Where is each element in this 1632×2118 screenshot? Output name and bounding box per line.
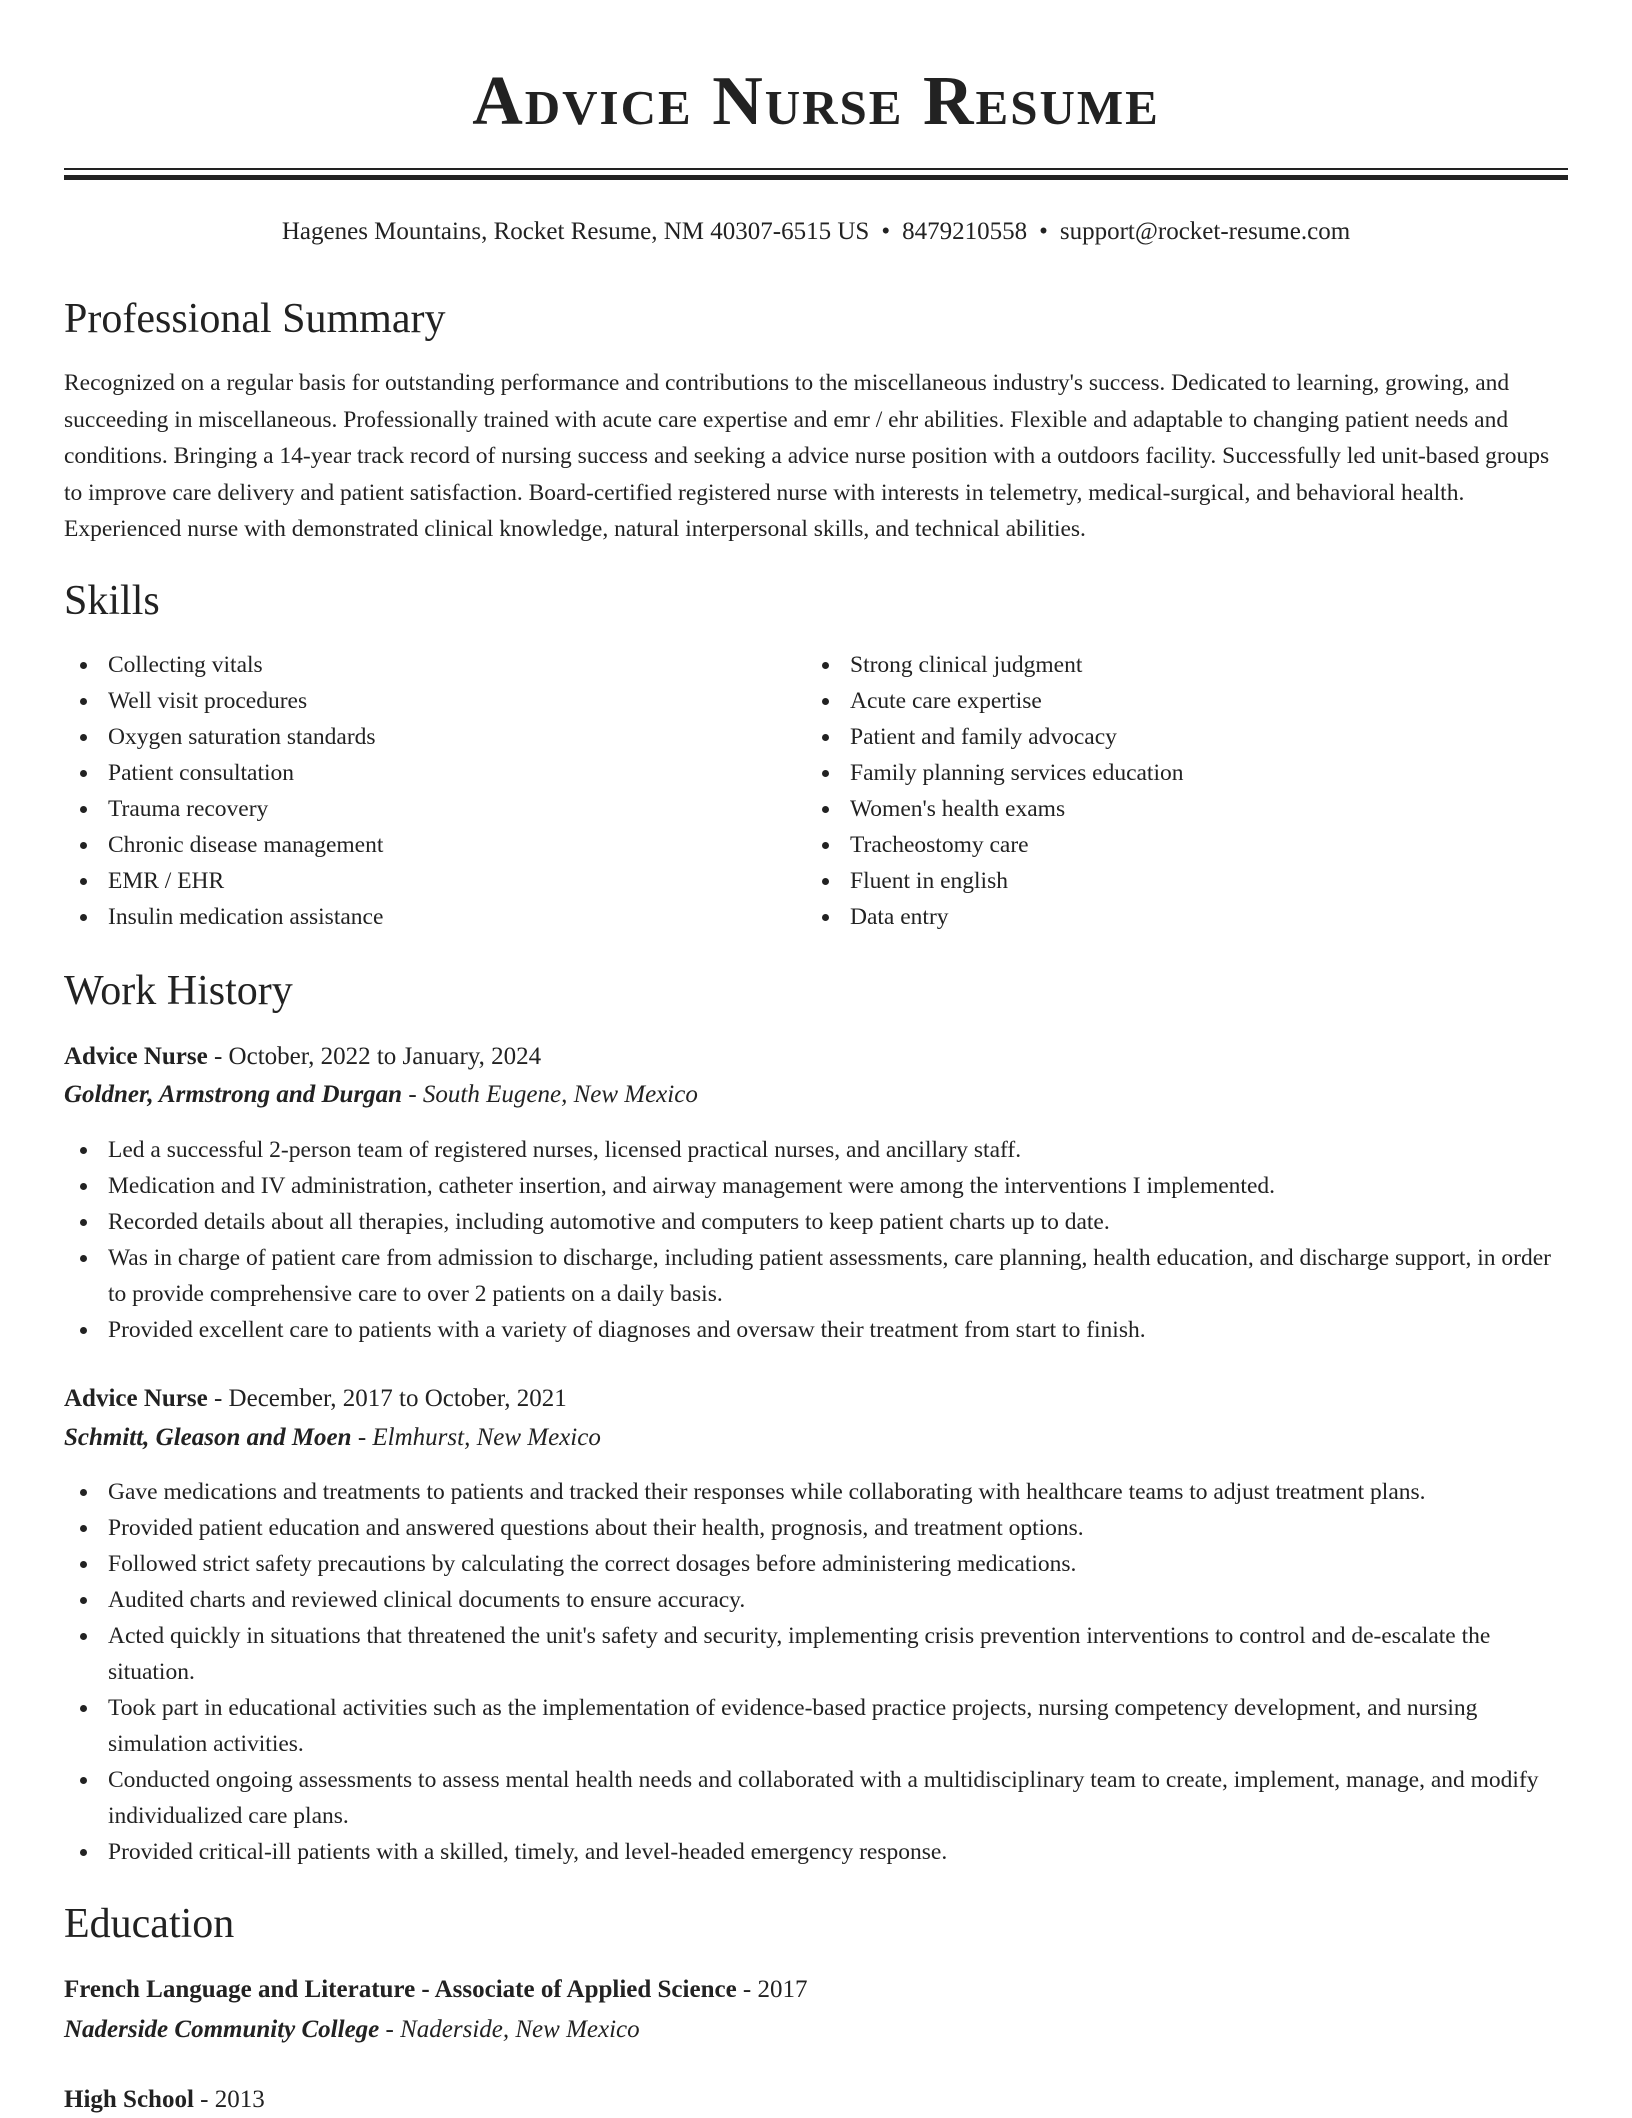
job-duty: Followed strict safety precautions by calculating the correct dosages before administering medications.	[64, 1546, 1568, 1582]
job-heading	[64, 1381, 567, 1417]
contact-address: Hagenes Mountains, Rocket Resume, NM 40307-6515 US	[281, 218, 870, 245]
skill-item: Family planning services education	[806, 755, 1506, 791]
contact-email: support@rocket-resume.com	[1059, 218, 1351, 245]
job-company-line	[64, 1420, 601, 1456]
job-location: - Elmhurst, New Mexico	[351, 1424, 601, 1451]
title-divider-thin	[64, 168, 1568, 170]
job-duties-list	[64, 1132, 1568, 1348]
summary-text: Recognized on a regular basis for outstanding performance and contributions to the miscellaneous industry's success. Dedicated to learning, growing, and succeeding in miscellaneous. Professionally trained with acute care expertise and emr / ehr abilities. Flexible and adaptable to changing patient needs and conditions. Bringing a 14-year track record of nursing success and seeking a advice nurse position with a outdoors facility. Successfully led unit-based groups to improve care delivery and patient satisfaction. Board-certified registered nurse with interests in telemetry, medical-surgical, and behavioral health. Experienced nurse with demonstrated clinical knowledge, natural interpersonal skills, and technical abilities.	[64, 370, 1550, 542]
job-location: - South Eugene, New Mexico	[402, 1081, 698, 1108]
skill-item: Collecting vitals	[64, 647, 764, 683]
resume-title: Advice Nurse Resume	[472, 63, 1160, 140]
education-heading: Education	[64, 1901, 235, 1947]
job-duty: Provided critical-ill patients with a skilled, timely, and level-headed emergency response.	[64, 1834, 1568, 1870]
job-duty: Was in charge of patient care from admission to discharge, including patient assessments, care planning, health education, and discharge support, in order to provide comprehensive care to over 2 patients on a daily basis.	[64, 1240, 1568, 1312]
skill-item: Tracheostomy care	[806, 827, 1506, 863]
title-divider-thick	[64, 175, 1568, 180]
job-duty: Provided excellent care to patients with a variety of diagnoses and oversaw their treatment from start to finish.	[64, 1312, 1568, 1348]
skill-item: EMR / EHR	[64, 863, 764, 899]
contact-separator: •	[881, 218, 891, 245]
resume-page	[64, 0, 1568, 2113]
job-duty: Conducted ongoing assessments to assess mental health needs and collaborated with a multidisciplinary team to create, implement, manage, and modify individualized care plans.	[64, 1762, 1568, 1834]
job-duty: Recorded details about all therapies, including automotive and computers to keep patient charts up to date.	[64, 1204, 1568, 1240]
skill-item: Patient consultation	[64, 755, 764, 791]
job-duty: Gave medications and treatments to patients and tracked their responses while collaborating with healthcare teams to adjust treatment plans.	[64, 1474, 1568, 1510]
skill-item: Acute care expertise	[806, 683, 1506, 719]
job-company: Schmitt, Gleason and Moen	[64, 1424, 352, 1451]
education-year: - 2013	[193, 2086, 265, 2113]
job-company-line	[64, 1077, 698, 1113]
job-duty: Medication and IV administration, catheter insertion, and airway management were among the interventions I implemented.	[64, 1168, 1568, 1204]
education-degree: High School	[64, 2086, 194, 2113]
skill-item: Data entry	[806, 899, 1506, 935]
education-degree: French Language and Literature - Associate of Applied Science	[64, 1976, 737, 2003]
skill-item: Chronic disease management	[64, 827, 764, 863]
education-location: - Naderside, New Mexico	[379, 2016, 640, 2043]
skills-list-left	[64, 647, 764, 935]
job-title: Advice Nurse	[64, 1043, 208, 1070]
job-duty: Provided patient education and answered questions about their health, prognosis, and treatment options.	[64, 1510, 1568, 1546]
skills-list-right	[806, 647, 1506, 935]
summary-heading: Professional Summary	[64, 296, 446, 342]
job-title: Advice Nurse	[64, 1385, 208, 1412]
skill-item: Women's health exams	[806, 791, 1506, 827]
job-duty: Audited charts and reviewed clinical documents to ensure accuracy.	[64, 1582, 1568, 1618]
skill-item: Insulin medication assistance	[64, 899, 764, 935]
education-year: - 2017	[736, 1976, 808, 2003]
skill-item: Fluent in english	[806, 863, 1506, 899]
skill-item: Patient and family advocacy	[806, 719, 1506, 755]
contact-line	[64, 215, 1568, 249]
work-history-heading: Work History	[64, 968, 293, 1014]
skill-item: Trauma recovery	[64, 791, 764, 827]
education-school: Naderside Community College	[64, 2016, 380, 2043]
job-dates: - October, 2022 to January, 2024	[207, 1043, 542, 1070]
job-dates: - December, 2017 to October, 2021	[207, 1385, 567, 1412]
education-school-line	[64, 2012, 640, 2048]
job-duty: Acted quickly in situations that threatened the unit's safety and security, implementing crisis prevention interventions to control and de-escalate the situation.	[64, 1618, 1568, 1690]
skill-item: Strong clinical judgment	[806, 647, 1506, 683]
contact-phone: 8479210558	[902, 218, 1028, 245]
job-duty: Led a successful 2-person team of registered nurses, licensed practical nurses, and ancillary staff.	[64, 1132, 1568, 1168]
skills-heading: Skills	[64, 578, 160, 624]
job-duty: Took part in educational activities such as the implementation of evidence-based practice projects, nursing competency development, and nursing simulation activities.	[64, 1690, 1568, 1762]
education-heading-line	[64, 2082, 265, 2118]
job-duties-list	[64, 1474, 1568, 1870]
skill-item: Well visit procedures	[64, 683, 764, 719]
education-heading-line	[64, 1972, 808, 2008]
skill-item: Oxygen saturation standards	[64, 719, 764, 755]
job-heading	[64, 1039, 541, 1075]
contact-separator: •	[1039, 218, 1048, 245]
job-company: Goldner, Armstrong and Durgan	[64, 1081, 403, 1108]
